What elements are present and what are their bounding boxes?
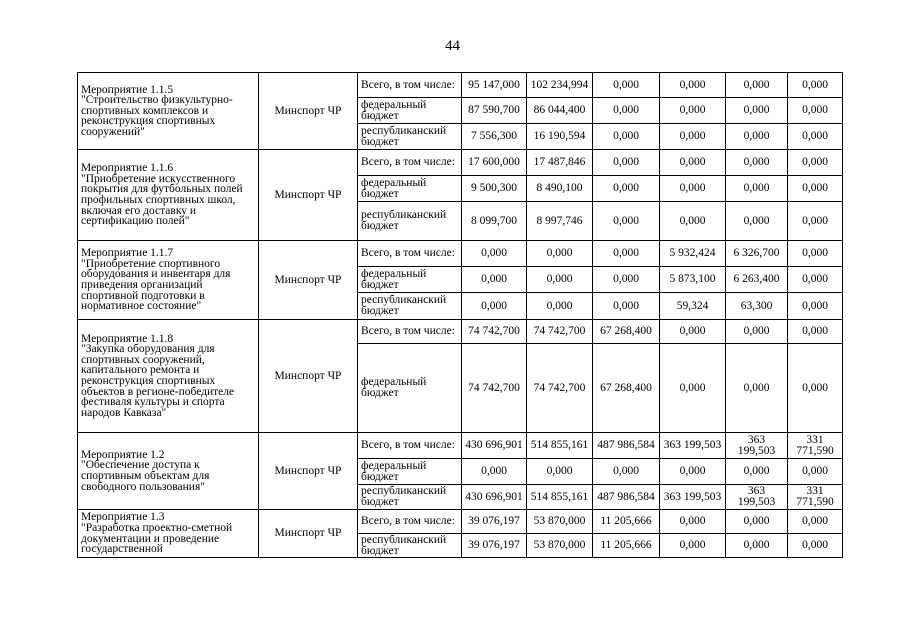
amount-cell: 53 870,000 xyxy=(527,510,593,534)
amount-cell: 487 986,584 xyxy=(593,485,660,510)
amount-cell: 0,000 xyxy=(788,241,843,267)
table-body xyxy=(78,73,843,558)
amount-cell: 8 490,100 xyxy=(527,176,593,202)
amount-cell: 11 205,666 xyxy=(593,510,660,534)
amount-cell: 87 590,700 xyxy=(462,98,527,124)
funding-source: Всего, в том числе: xyxy=(358,433,462,459)
funding-source: Всего, в том числе: xyxy=(358,320,462,344)
funding-source: республиканский бюджет xyxy=(358,485,462,510)
amount-cell: 0,000 xyxy=(660,73,726,98)
amount-cell: 331 771,590 xyxy=(788,433,843,459)
amount-cell: 0,000 xyxy=(788,124,843,150)
amount-cell: 514 855,161 xyxy=(527,433,593,459)
responsible-org: Минспорт ЧР xyxy=(259,150,358,241)
amount-cell: 514 855,161 xyxy=(527,485,593,510)
amount-cell: 0,000 xyxy=(788,73,843,98)
responsible-org: Минспорт ЧР xyxy=(259,510,358,558)
amount-cell: 74 742,700 xyxy=(527,344,593,433)
amount-cell: 0,000 xyxy=(462,267,527,293)
amount-cell: 0,000 xyxy=(788,510,843,534)
amount-cell: 0,000 xyxy=(462,241,527,267)
amount-cell: 0,000 xyxy=(660,320,726,344)
measure-name: Мероприятие 1.1.5 "Строительство физкультурно-спортивных комплексов и реконструкция спортивных сооружений" xyxy=(78,73,259,150)
amount-cell: 39 076,197 xyxy=(462,510,527,534)
amount-cell: 0,000 xyxy=(593,98,660,124)
amount-cell: 0,000 xyxy=(726,98,788,124)
table-row xyxy=(78,241,843,267)
amount-cell: 5 873,100 xyxy=(660,267,726,293)
funding-source: федеральный бюджет xyxy=(358,344,462,433)
amount-cell: 0,000 xyxy=(527,241,593,267)
amount-cell: 0,000 xyxy=(788,344,843,433)
amount-cell: 74 742,700 xyxy=(527,320,593,344)
amount-cell: 0,000 xyxy=(593,267,660,293)
amount-cell: 0,000 xyxy=(660,176,726,202)
amount-cell: 5 932,424 xyxy=(660,241,726,267)
amount-cell: 6 326,700 xyxy=(726,241,788,267)
amount-cell: 17 487,846 xyxy=(527,150,593,176)
amount-cell: 0,000 xyxy=(726,320,788,344)
amount-cell: 0,000 xyxy=(788,459,843,485)
amount-cell: 0,000 xyxy=(593,124,660,150)
amount-cell: 0,000 xyxy=(788,267,843,293)
responsible-org: Минспорт ЧР xyxy=(259,73,358,150)
amount-cell: 0,000 xyxy=(660,510,726,534)
amount-cell: 0,000 xyxy=(462,459,527,485)
amount-cell: 63,300 xyxy=(726,293,788,320)
amount-cell: 363 199,503 xyxy=(726,485,788,510)
amount-cell: 74 742,700 xyxy=(462,344,527,433)
measure-name: Мероприятие 1.3 "Разработка проектно-сметной документации и проведение государственной xyxy=(78,510,259,558)
responsible-org: Минспорт ЧР xyxy=(259,433,358,510)
responsible-org: Минспорт ЧР xyxy=(259,320,358,433)
table-row xyxy=(78,510,843,534)
funding-source: республиканский бюджет xyxy=(358,534,462,558)
amount-cell: 0,000 xyxy=(527,459,593,485)
funding-source: республиканский бюджет xyxy=(358,293,462,320)
amount-cell: 0,000 xyxy=(593,459,660,485)
measure-name: Мероприятие 1.1.8 "Закупка оборудования для спортивных сооружений, капитального ремонта и реконструкция спортивных объектов в регионе-победителе фестиваля культуры и спорта народов Кавказа" xyxy=(78,320,259,433)
amount-cell: 0,000 xyxy=(660,124,726,150)
amount-cell: 0,000 xyxy=(660,98,726,124)
amount-cell: 0,000 xyxy=(593,150,660,176)
amount-cell: 0,000 xyxy=(462,293,527,320)
amount-cell: 0,000 xyxy=(660,202,726,241)
amount-cell: 430 696,901 xyxy=(462,433,527,459)
amount-cell: 363 199,503 xyxy=(726,433,788,459)
amount-cell: 0,000 xyxy=(788,293,843,320)
table-row xyxy=(78,433,843,459)
funding-source: Всего, в том числе: xyxy=(358,73,462,98)
amount-cell: 0,000 xyxy=(593,293,660,320)
amount-cell: 39 076,197 xyxy=(462,534,527,558)
amount-cell: 6 263,400 xyxy=(726,267,788,293)
amount-cell: 0,000 xyxy=(660,534,726,558)
amount-cell: 102 234,994 xyxy=(527,73,593,98)
amount-cell: 11 205,666 xyxy=(593,534,660,558)
measure-name: Мероприятие 1.1.7 "Приобретение спортивного оборудования и инвентаря для приведения организаций спортивной подготовки в нормативное состояние" xyxy=(78,241,259,320)
amount-cell: 0,000 xyxy=(527,293,593,320)
amount-cell: 0,000 xyxy=(788,202,843,241)
amount-cell: 0,000 xyxy=(726,176,788,202)
amount-cell: 0,000 xyxy=(726,73,788,98)
amount-cell: 74 742,700 xyxy=(462,320,527,344)
amount-cell: 487 986,584 xyxy=(593,433,660,459)
amount-cell: 0,000 xyxy=(788,150,843,176)
amount-cell: 8 997,746 xyxy=(527,202,593,241)
amount-cell: 0,000 xyxy=(788,98,843,124)
amount-cell: 7 556,300 xyxy=(462,124,527,150)
funding-source: федеральный бюджет xyxy=(358,176,462,202)
amount-cell: 0,000 xyxy=(726,459,788,485)
funding-source: федеральный бюджет xyxy=(358,459,462,485)
amount-cell: 0,000 xyxy=(726,344,788,433)
funding-source: федеральный бюджет xyxy=(358,267,462,293)
amount-cell: 0,000 xyxy=(660,459,726,485)
amount-cell: 0,000 xyxy=(527,267,593,293)
amount-cell: 0,000 xyxy=(593,176,660,202)
amount-cell: 0,000 xyxy=(660,150,726,176)
amount-cell: 59,324 xyxy=(660,293,726,320)
amount-cell: 0,000 xyxy=(593,241,660,267)
amount-cell: 363 199,503 xyxy=(660,485,726,510)
funding-source: республиканский бюджет xyxy=(358,202,462,241)
amount-cell: 0,000 xyxy=(593,202,660,241)
amount-cell: 53 870,000 xyxy=(527,534,593,558)
amount-cell: 0,000 xyxy=(726,510,788,534)
amount-cell: 0,000 xyxy=(788,534,843,558)
amount-cell: 67 268,400 xyxy=(593,344,660,433)
amount-cell: 0,000 xyxy=(788,176,843,202)
funding-source: Всего, в том числе: xyxy=(358,241,462,267)
funding-source: республиканский бюджет xyxy=(358,124,462,150)
amount-cell: 9 500,300 xyxy=(462,176,527,202)
table-row xyxy=(78,320,843,344)
funding-source: федеральный бюджет xyxy=(358,98,462,124)
funding-source: Всего, в том числе: xyxy=(358,150,462,176)
funding-table xyxy=(77,72,843,558)
amount-cell: 363 199,503 xyxy=(660,433,726,459)
measure-name: Мероприятие 1.1.6 "Приобретение искусственного покрытия для футбольных полей профильных спортивных школ, включая его доставку и сертификацию полей" xyxy=(78,150,259,241)
amount-cell: 16 190,594 xyxy=(527,124,593,150)
amount-cell: 8 099,700 xyxy=(462,202,527,241)
responsible-org: Минспорт ЧР xyxy=(259,241,358,320)
amount-cell: 0,000 xyxy=(593,73,660,98)
amount-cell: 86 044,400 xyxy=(527,98,593,124)
table-row xyxy=(78,150,843,176)
amount-cell: 0,000 xyxy=(660,344,726,433)
amount-cell: 0,000 xyxy=(726,202,788,241)
amount-cell: 0,000 xyxy=(726,150,788,176)
amount-cell: 0,000 xyxy=(726,534,788,558)
amount-cell: 0,000 xyxy=(726,124,788,150)
funding-source: Всего, в том числе: xyxy=(358,510,462,534)
table-row xyxy=(78,73,843,98)
measure-name: Мероприятие 1.2 "Обеспечение доступа к спортивным объектам для свободного пользования" xyxy=(78,433,259,510)
amount-cell: 17 600,000 xyxy=(462,150,527,176)
page-number: 44 xyxy=(445,38,460,54)
amount-cell: 67 268,400 xyxy=(593,320,660,344)
amount-cell: 331 771,590 xyxy=(788,485,843,510)
amount-cell: 0,000 xyxy=(788,320,843,344)
amount-cell: 430 696,901 xyxy=(462,485,527,510)
amount-cell: 95 147,000 xyxy=(462,73,527,98)
